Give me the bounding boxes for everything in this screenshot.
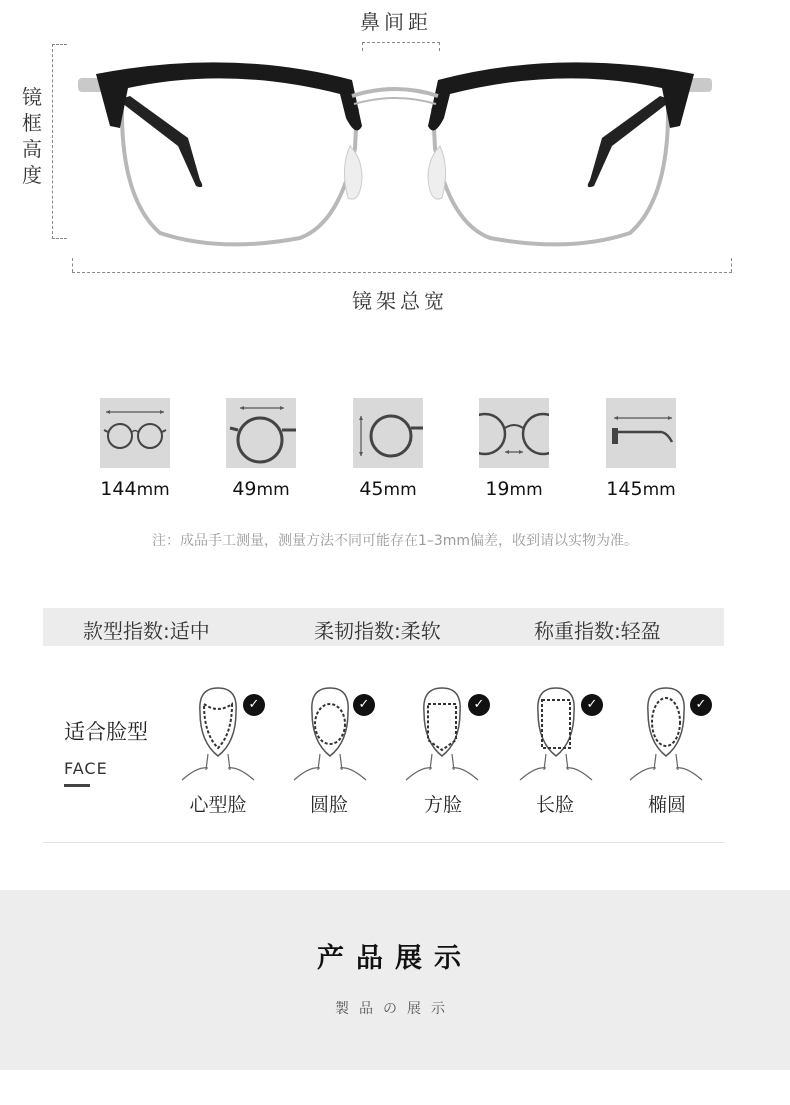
lens-height-icon — [353, 398, 423, 468]
face-name-oval: 椭圆 — [647, 794, 686, 816]
face-subtitle-underline — [64, 784, 90, 787]
style-index: 款型指数:适中 — [83, 619, 210, 643]
square-face-check-icon: ✓ — [468, 694, 490, 716]
measure-temple-length: 145mm — [606, 478, 676, 500]
face-name-heart: 心型脸 — [189, 794, 247, 816]
measure-lens-height: 45mm — [359, 478, 417, 500]
showcase-subtitle: 製品の展示 — [335, 1001, 455, 1017]
measure-total-width: 144mm — [100, 478, 170, 500]
face-section-subtitle: FACE — [64, 759, 108, 778]
frame-height-bracket — [52, 44, 67, 239]
long-face-check-icon: ✓ — [581, 694, 603, 716]
total-width-icon — [100, 398, 170, 468]
total-width-bracket — [72, 272, 732, 273]
showcase-title: 产品展示 — [317, 943, 473, 974]
measure-bridge-width: 19mm — [485, 478, 543, 500]
section-divider — [43, 842, 724, 843]
flexibility-index: 柔韧指数:柔软 — [314, 619, 441, 643]
bridge-width-icon — [479, 398, 549, 468]
face-name-long: 长脸 — [535, 794, 574, 816]
round-face-check-icon: ✓ — [353, 694, 375, 716]
face-name-square: 方脸 — [423, 794, 462, 816]
oval-face-check-icon: ✓ — [690, 694, 712, 716]
heart-face-check-icon: ✓ — [243, 694, 265, 716]
showcase-banner — [0, 890, 790, 1070]
measure-lens-width: 49mm — [232, 478, 290, 500]
face-section-title: 适合脸型 — [64, 720, 148, 744]
face-name-round: 圆脸 — [309, 794, 348, 816]
glasses-front-image — [70, 48, 720, 263]
nose-distance-label: 鼻间距 — [360, 10, 432, 34]
weight-index: 称重指数:轻盈 — [534, 619, 661, 643]
temple-length-icon — [606, 398, 676, 468]
lens-width-icon — [226, 398, 296, 468]
total-width-label: 镜架总宽 — [352, 289, 448, 313]
measurement-note: 注：成品手工测量，测量方法不同可能存在1–3mm偏差，收到请以实物为准。 — [151, 533, 639, 549]
frame-height-label: 镜 框 高 度 — [22, 85, 42, 187]
